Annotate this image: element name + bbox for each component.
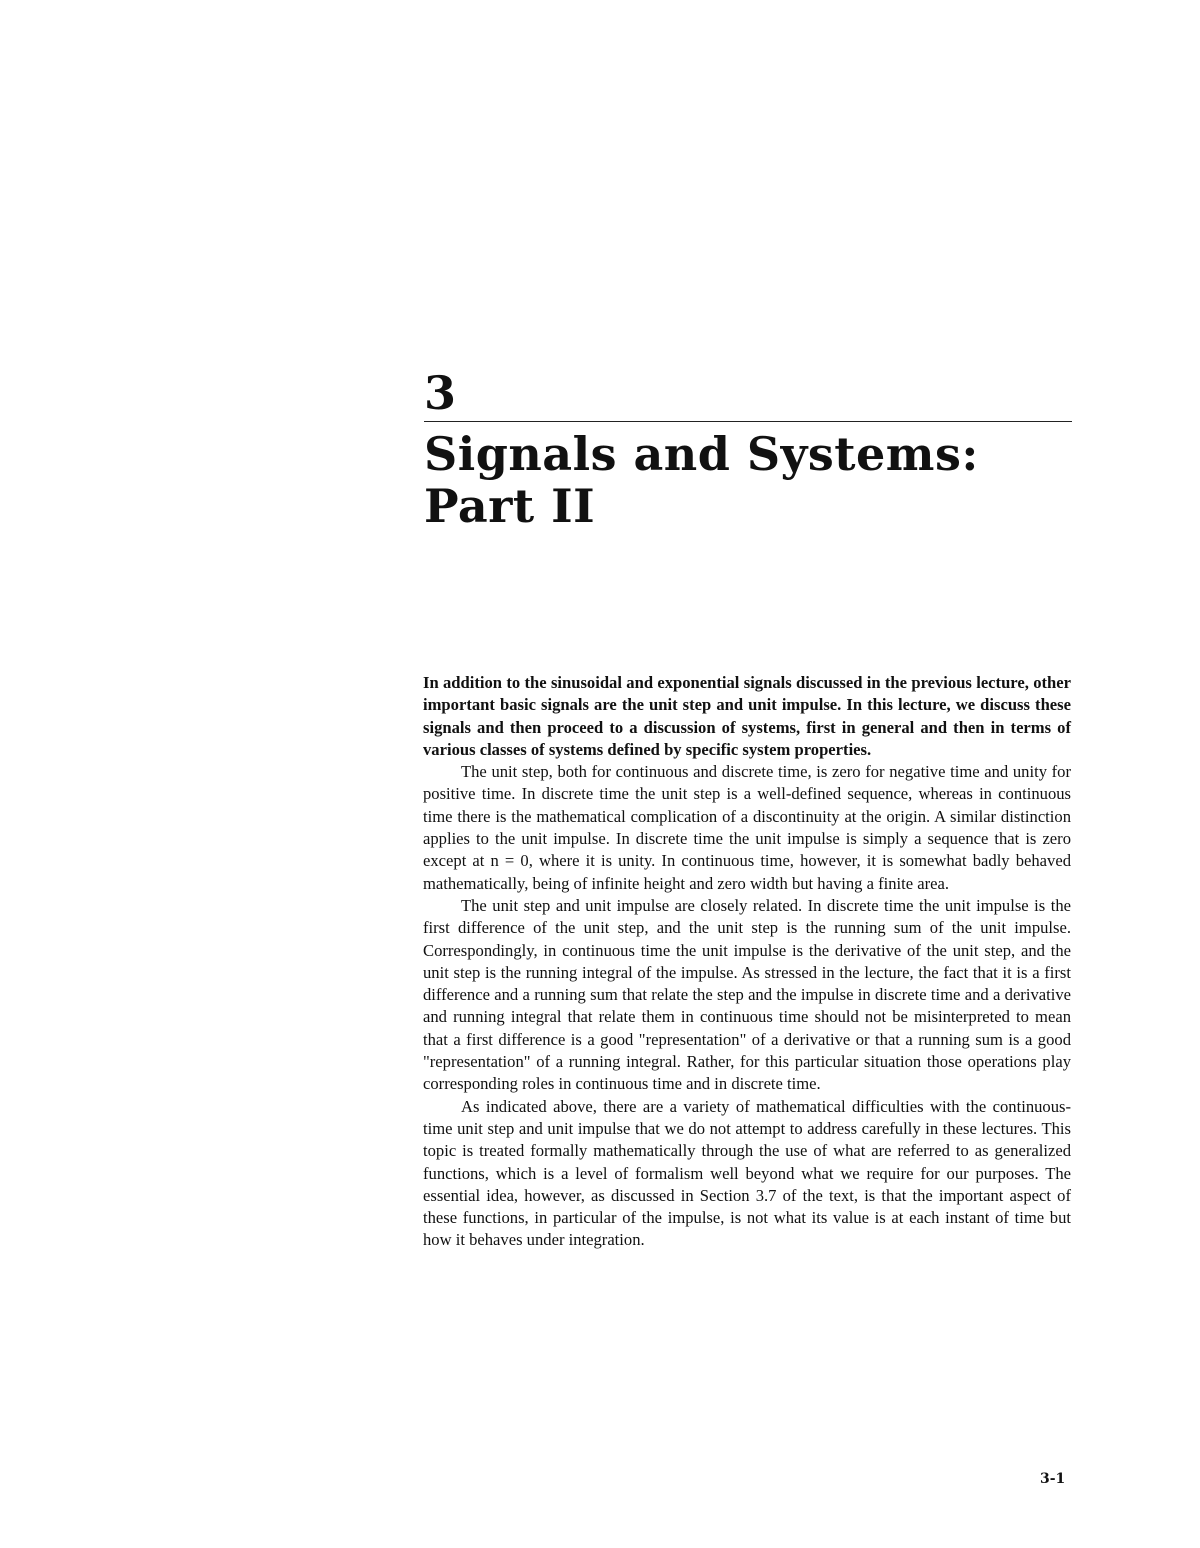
chapter-title-line-2: Part II <box>424 479 596 533</box>
chapter-title-line-1: Signals and Systems: <box>424 427 979 481</box>
chapter-number: 3 <box>424 366 457 420</box>
paragraph-mathematical-difficulties: As indicated above, there are a variety of mathematical difficulties with the continuous-time unit step and unit impulse that we do not attempt to address carefully in these lectures. This topic is treated formally mathematically through the use of what are referred to as generalized functions, which is a level of formalism well beyond what we require for our purposes. The essential idea, however, as discussed in Section 3.7 of the text, is that the important aspect of these functions, in particular of the impulse, is not what its value is at each instant of time but how it behaves under integration. <box>423 1096 1071 1250</box>
body-text <box>423 672 1071 1252</box>
chapter-title <box>424 428 1074 532</box>
paragraph-unit-step: The unit step, both for continuous and discrete time, is zero for negative time and unity for positive time. In discrete time the unit step is a well-defined sequence, whereas in continuous time there is the mathematical complication of a discontinuity at the origin. A similar distinction applies to the unit impulse. In discrete time the unit impulse is simply a sequence that is zero except at n = 0, where it is unity. In continuous time, however, it is somewhat badly behaved mathematically, being of infinite height and zero width but having a finite area. <box>423 762 1071 893</box>
paragraph-intro: In addition to the sinusoidal and exponential signals discussed in the previous lecture, other important basic signals are the unit step and unit impulse. In this lecture, we discuss these signals and then proceed to a discussion of systems, first in general and then in terms of various classes of systems defined by specific system properties. <box>423 673 1071 759</box>
paragraph-step-impulse-relation: The unit step and unit impulse are closely related. In discrete time the unit impulse is the first difference of the unit step, and the unit step is the running sum of the unit impulse. Correspondingly, in continuous time the unit impulse is the derivative of the unit step, and the unit step is the running integral of the impulse. As stressed in the lecture, the fact that it is a first difference and a running sum that relate the step and the impulse in discrete time and a derivative and running integral that relate them in continuous time should not be misinterpreted to mean that a first difference is a good "representation" of a derivative or that a running sum is a good "representation" of a running integral. Rather, for this particular situation those operations play corresponding roles in continuous time and in discrete time. <box>423 895 1071 1094</box>
page-number: 3-1 <box>1040 1471 1066 1487</box>
chapter-rule <box>424 421 1072 422</box>
